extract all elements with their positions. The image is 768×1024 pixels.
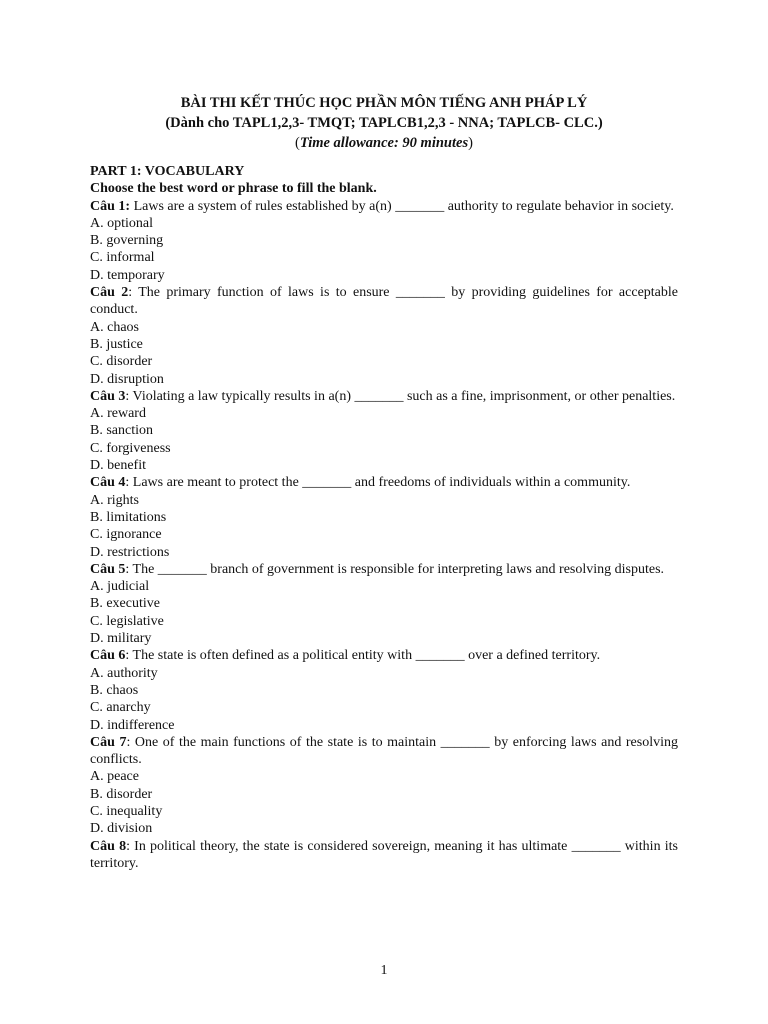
time-allowance xyxy=(0,133,768,153)
question-stem xyxy=(90,198,678,215)
question-stem xyxy=(90,284,678,319)
question-number: Câu 7 xyxy=(90,734,127,750)
answer-option: B. limitations xyxy=(90,509,167,525)
answer-option: A. chaos xyxy=(90,319,139,335)
question-stem xyxy=(90,838,678,873)
question-text: : In political theory, the state is considered sovereign, meaning it has ultimate _______ within its territory. xyxy=(90,838,678,871)
answer-option: D. military xyxy=(90,631,152,647)
answer-option: D. restrictions xyxy=(90,544,170,560)
answer-option: B. executive xyxy=(90,596,160,612)
question-stem xyxy=(90,561,678,578)
answer-option: D. division xyxy=(90,821,153,837)
answer-option: B. governing xyxy=(90,233,164,249)
time-close-paren: ) xyxy=(468,135,473,151)
answer-option: C. forgiveness xyxy=(90,440,171,456)
answer-option: A. peace xyxy=(90,769,139,785)
question-stem xyxy=(90,734,678,769)
question-text: : Laws are meant to protect the _______ and freedoms of individuals within a community. xyxy=(125,475,631,491)
question-number: Câu 2 xyxy=(90,285,129,301)
answer-option: B. justice xyxy=(90,336,143,352)
question-text: : Violating a law typically results in a(n) _______ such as a fine, imprisonment, or other penalties. xyxy=(125,388,676,404)
question-stem xyxy=(90,474,678,491)
part-title: PART 1: VOCABULARY xyxy=(90,164,245,179)
question-text: : The primary function of laws is to ensure _______ by providing guidelines for acceptable conduct. xyxy=(90,285,678,318)
answer-option: A. optional xyxy=(90,215,153,231)
exam-title: BÀI THI KẾT THÚC HỌC PHẦN MÔN TIẾNG ANH PHÁP LÝ xyxy=(180,95,588,111)
question-block xyxy=(90,647,678,733)
question-text: Laws are a system of rules established by a(n) _______ authority to regulate behavior in society. xyxy=(130,198,674,214)
exam-content xyxy=(90,163,678,872)
answer-option: C. legislative xyxy=(90,613,164,629)
question-text: : The state is often defined as a political entity with _______ over a defined territory. xyxy=(125,648,601,664)
time-allowance-text: Time allowance: 90 minutes xyxy=(299,135,469,151)
question-block xyxy=(90,561,678,647)
answer-option: C. disorder xyxy=(90,354,153,370)
answer-option: A. rights xyxy=(90,492,139,508)
answer-option: B. sanction xyxy=(90,423,153,439)
question-number: Câu 8 xyxy=(90,838,127,854)
question-number: Câu 6 xyxy=(90,648,126,664)
exam-header xyxy=(0,93,768,153)
question-block xyxy=(90,474,678,560)
page-number: 1 xyxy=(380,963,388,978)
question-text: : One of the main functions of the state is to maintain _______ by enforcing laws and resolving conflicts. xyxy=(90,734,678,768)
answer-option: C. anarchy xyxy=(90,700,151,716)
answer-option: A. reward xyxy=(90,406,146,422)
exam-subtitle: (Dành cho TAPL1,2,3- TMQT; TAPLCB1,2,3 - NNA; TAPLCB- CLC.) xyxy=(165,115,603,131)
answer-option: D. benefit xyxy=(90,458,146,474)
question-block xyxy=(90,734,678,838)
answer-option: D. indifference xyxy=(90,717,175,733)
question-number: Câu 3 xyxy=(90,388,126,404)
answer-option: C. inequality xyxy=(90,803,163,819)
answer-option: A. judicial xyxy=(90,579,150,595)
question-block xyxy=(90,838,678,873)
question-block xyxy=(90,388,678,474)
answer-option: D. temporary xyxy=(90,267,165,283)
question-stem xyxy=(90,388,678,405)
answer-option: B. disorder xyxy=(90,786,153,802)
question-block xyxy=(90,284,678,388)
time-open-paren: ( xyxy=(295,135,300,151)
question-block xyxy=(90,198,678,284)
question-number: Câu 5 xyxy=(90,561,126,577)
answer-option: D. disruption xyxy=(90,371,164,387)
part-instruction: Choose the best word or phrase to fill the blank. xyxy=(90,181,377,197)
answer-option: B. chaos xyxy=(90,682,139,698)
answer-option: C. ignorance xyxy=(90,527,162,543)
question-text: : The _______ branch of government is responsible for interpreting laws and resolving disputes. xyxy=(125,561,665,577)
answer-option: C. informal xyxy=(90,250,155,266)
question-stem xyxy=(90,647,678,664)
question-number: Câu 1: xyxy=(90,198,131,214)
question-number: Câu 4 xyxy=(90,475,126,491)
answer-option: A. authority xyxy=(90,665,158,681)
question-list xyxy=(90,198,678,873)
